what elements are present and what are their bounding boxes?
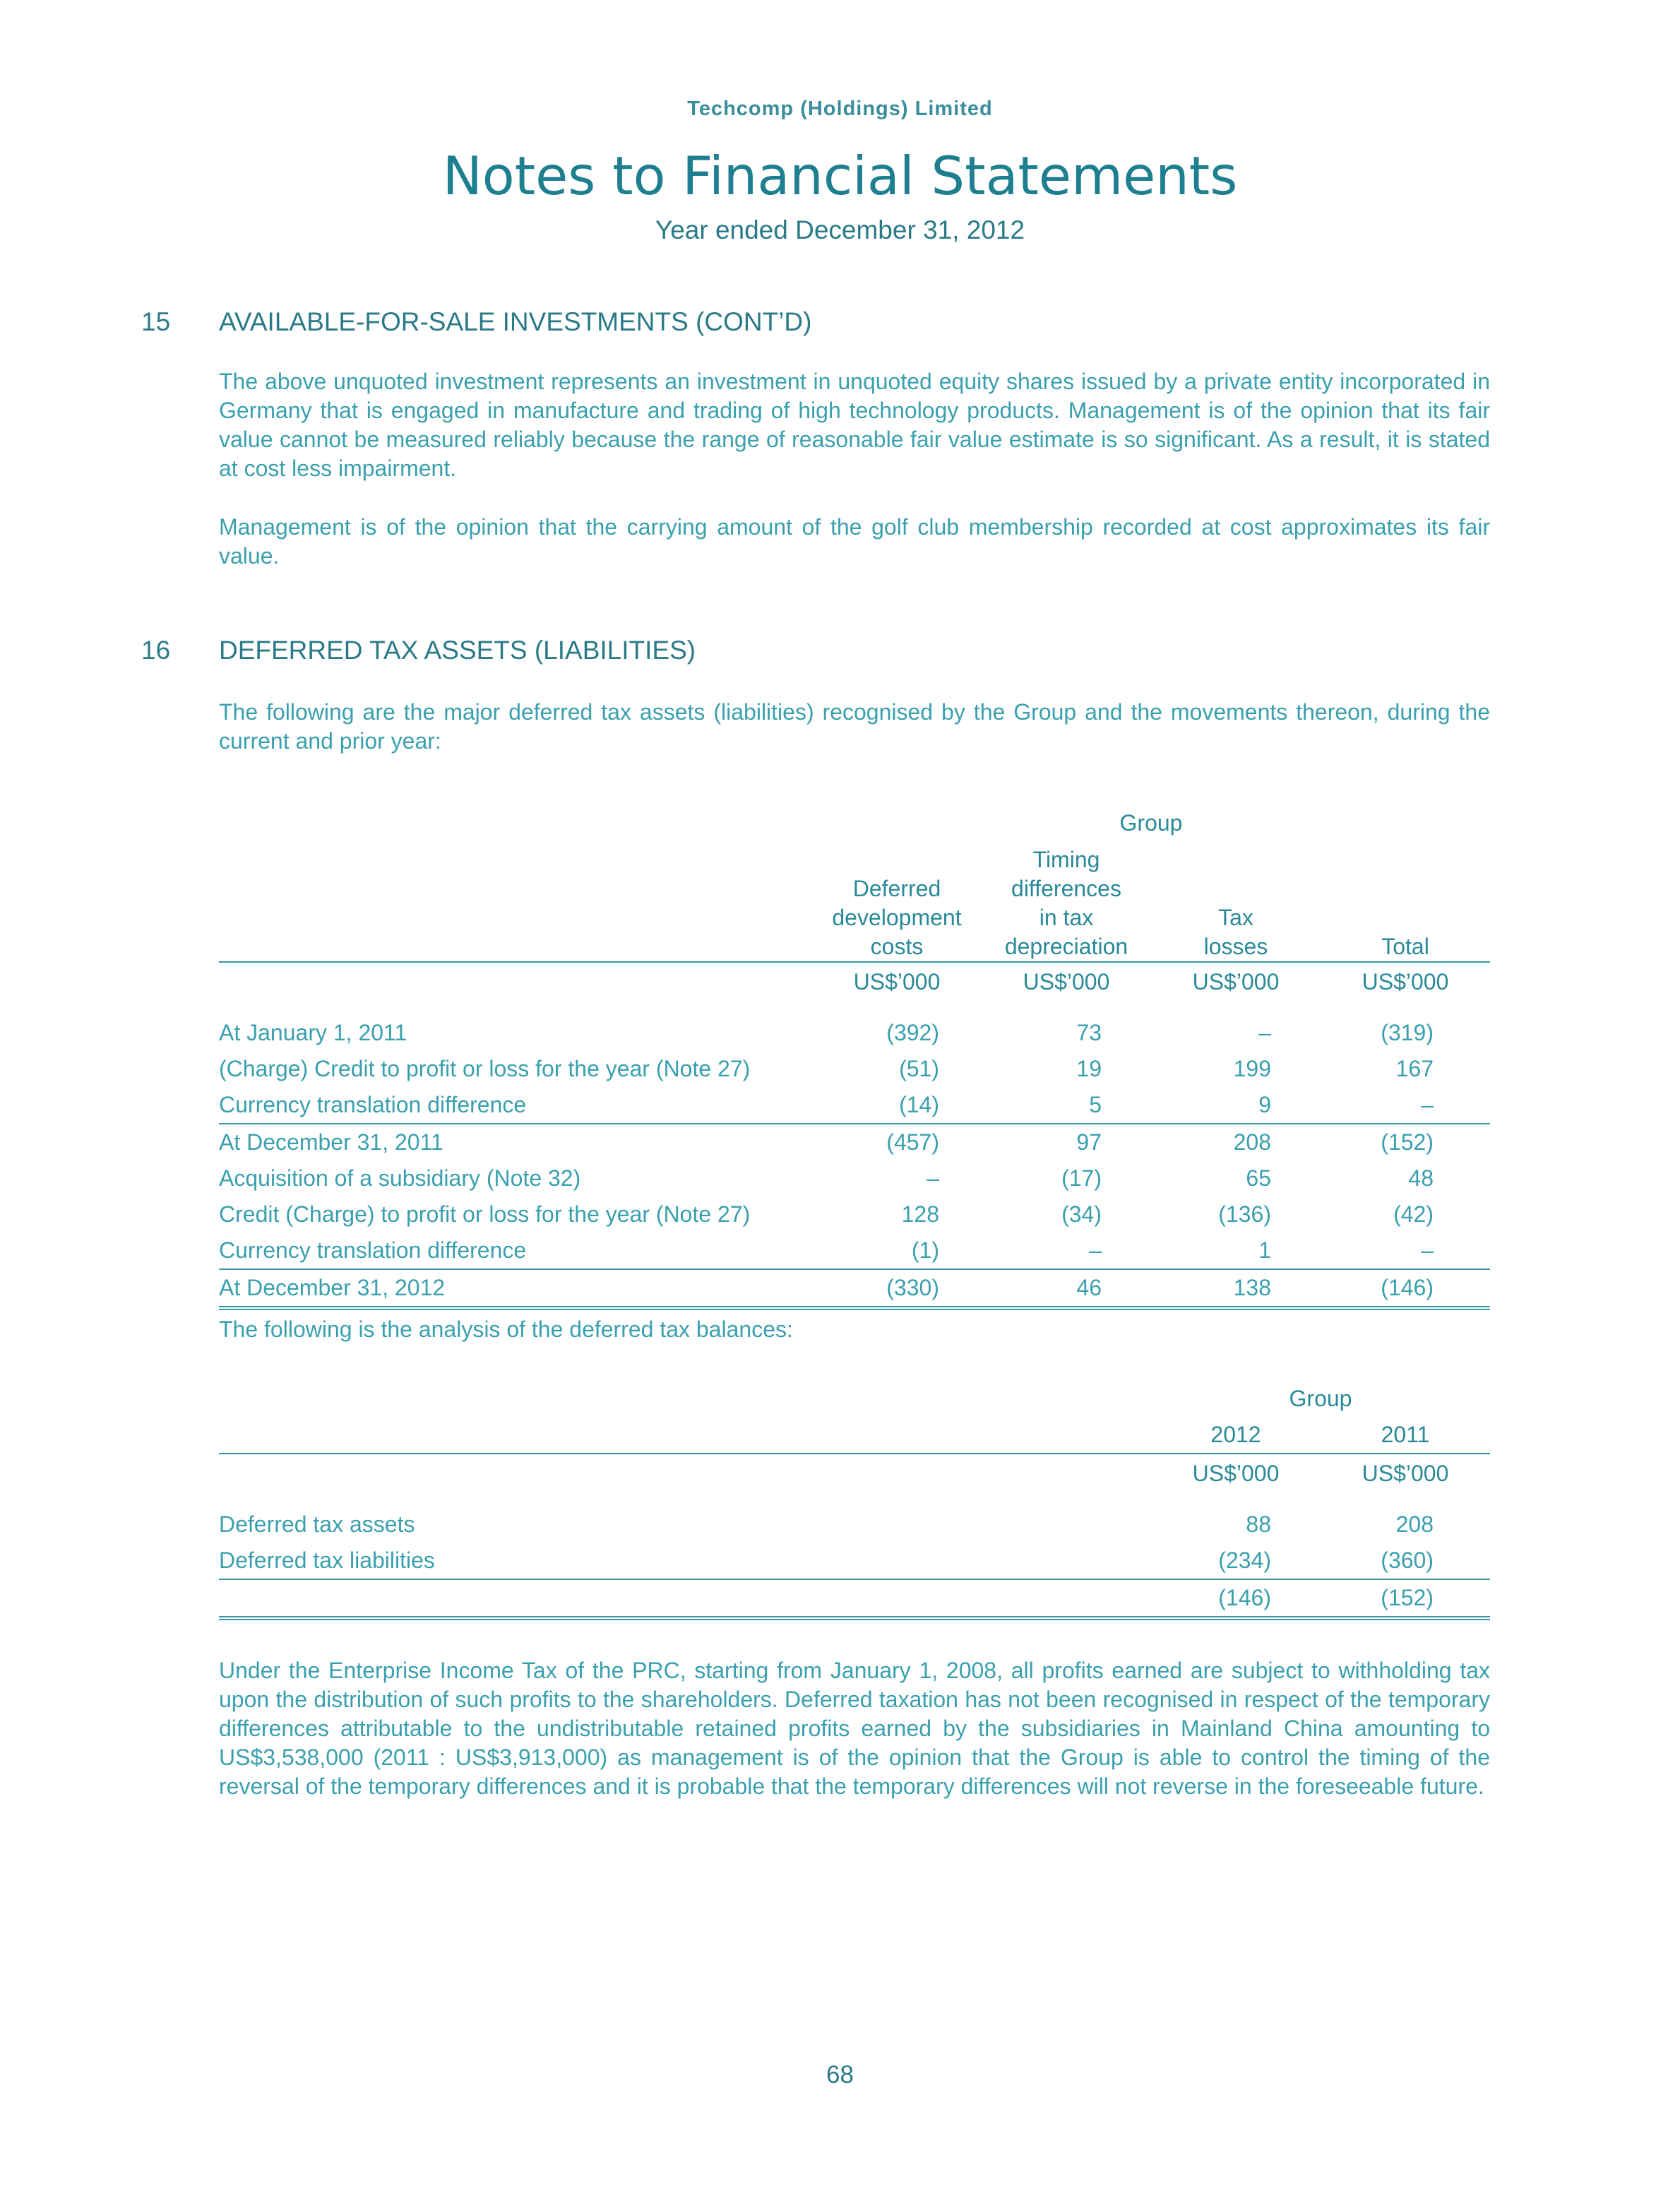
column-header-timing-differences: Timing differences in tax depreciation xyxy=(1004,847,1128,959)
group-label: Group xyxy=(1119,810,1183,836)
section-16-number: 16 xyxy=(141,636,171,665)
table-row: Credit (Charge) to profit or loss for the year (Note 27) 128 (34) (136) (42) xyxy=(219,1201,1434,1227)
table-row: Acquisition of a subsidiary (Note 32) – (17) 65 48 xyxy=(219,1165,1434,1191)
analysis-intro: The following is the analysis of the deferred tax balances: xyxy=(219,1317,793,1342)
unit-label: US$’000 xyxy=(982,962,1151,1001)
table-row: At December 31, 2012 (330) 46 138 (146) xyxy=(219,1269,1490,1308)
deferred-tax-balances-table xyxy=(219,1381,1490,1620)
table-row: Currency translation difference (14) 5 9 – xyxy=(219,1092,1434,1117)
table-row: (146) (152) xyxy=(219,1579,1490,1618)
section-16-intro: The following are the major deferred tax assets (liabilities) recognised by the Group and the movements thereon, during the current and prior year: xyxy=(219,699,1490,754)
table-row: Currency translation difference (1) – 1 – xyxy=(219,1237,1434,1263)
year-2012-header: 2012 xyxy=(1210,1422,1261,1447)
unit-label: US$’000 xyxy=(1321,1454,1490,1492)
unit-label: US$’000 xyxy=(1151,1454,1321,1492)
unit-label: US$’000 xyxy=(1151,962,1321,1001)
table-row: Deferred tax assets 88 208 xyxy=(219,1511,1434,1537)
year-2011-header: 2011 xyxy=(1381,1422,1430,1447)
page-number: 68 xyxy=(826,2061,854,2089)
section-15-paragraph-2: Management is of the opinion that the carrying amount of the golf club membership recorded at cost approximates its fair value. xyxy=(219,514,1490,569)
table-row: (Charge) Credit to profit or loss for the year (Note 27) (51) 19 199 167 xyxy=(219,1056,1434,1081)
column-header-deferred-development-costs: Deferred development costs xyxy=(832,876,962,959)
group-label: Group xyxy=(1289,1386,1352,1411)
column-header-total: Total xyxy=(1381,934,1429,959)
closing-paragraph: Under the Enterprise Income Tax of the PRC, starting from January 1, 2008, all profits earned are subject to withholding tax upon the distribution of such profits to the shareholders. Deferred taxation has not been recognised in respect of the temporary differences attributable to the undistributable retained profits earned by the subsidiaries in Mainland China amounting to US$3,538,000 (2011 : US$3,913,000) as management is of the opinion that the Group is able to control the timing of the reversal of the temporary differences and it is probable that the temporary differences will not reverse in the foreseeable future. xyxy=(219,1658,1490,1799)
table-row: At January 1, 2011 (392) 73 – (319) xyxy=(219,1020,1434,1045)
section-15-title: AVAILABLE-FOR-SALE INVESTMENTS (CONT’D) xyxy=(219,307,812,336)
page-subtitle: Year ended December 31, 2012 xyxy=(655,215,1025,244)
company-name: Techcomp (Holdings) Limited xyxy=(687,97,993,120)
section-16-title: DEFERRED TAX ASSETS (LIABILITIES) xyxy=(219,636,696,665)
section-15-number: 15 xyxy=(141,307,171,336)
table-row: At December 31, 2011 (457) 97 208 (152) xyxy=(219,1124,1490,1160)
table-row: Deferred tax liabilities (234) (360) xyxy=(219,1548,1434,1573)
unit-label: US$’000 xyxy=(1321,962,1490,1001)
page-title: Notes to Financial Statements xyxy=(442,145,1238,207)
section-15-paragraph-1: The above unquoted investment represents an investment in unquoted equity shares issued by a private entity incorporated in Germany that is engaged in manufacture and trading of high technology products. Management is of the opinion that its fair value cannot be measured reliably because the range of reasonable fair value estimate is so significant. As a result, it is stated at cost less impairment. xyxy=(219,369,1490,481)
unit-label: US$’000 xyxy=(812,962,982,1001)
column-header-tax-losses: Tax losses xyxy=(1203,905,1268,959)
deferred-tax-movement-table xyxy=(219,805,1490,1310)
